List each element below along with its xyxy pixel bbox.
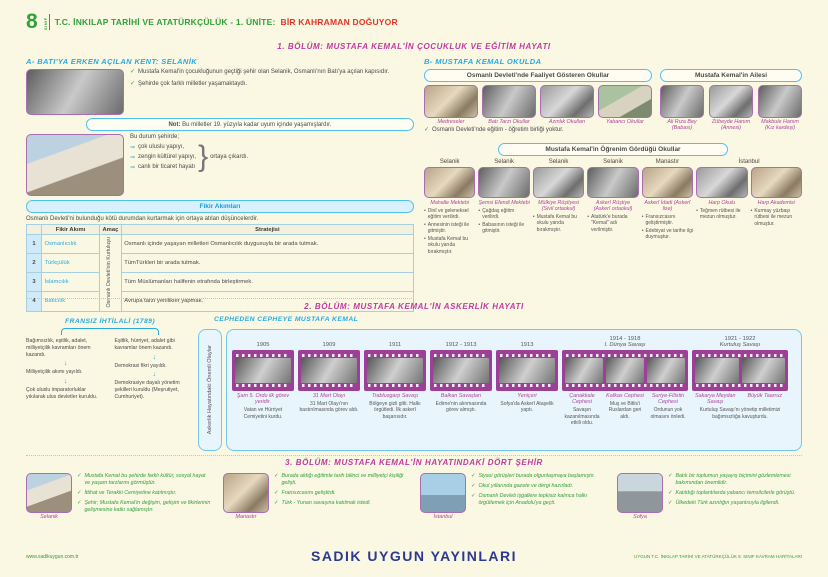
ogrenim-okullar-pill: Mustafa Kemal'in Öğrenim Gördüğü Okullar xyxy=(498,143,728,156)
col-akim: Fikir Akımı xyxy=(42,225,100,235)
bullet-icon: • xyxy=(424,208,426,215)
down-arrow-icon: ↓ xyxy=(152,353,156,361)
event-photo xyxy=(499,358,555,383)
faaliyet-note: Osmanlı Devleti'nde eğitim - öğretim birliği yoktur. xyxy=(432,127,564,134)
selanik-bullet-text: Mustafa Kemal'in çocukluğunun geçtiği şehir olan Selanik, Osmanlı'nın Batı'ya açılan kapısıdır. xyxy=(138,69,390,75)
flow-box: Demokrasiye dayalı yönetim şekilleri kuruldu (Meşrutiyet, Cumhuriyet). xyxy=(114,380,180,400)
check-icon: ✓ xyxy=(274,499,279,506)
header xyxy=(26,11,398,32)
bullet-icon: • xyxy=(532,214,535,221)
flow-box: Milliyetçilik akımı yayıldı. xyxy=(26,369,83,376)
event-photo xyxy=(565,358,603,383)
fikir-akimlari-pill: Fikir Akımları xyxy=(26,200,414,213)
event-photo xyxy=(367,358,423,383)
okul-caption: Yabancı Okullar xyxy=(606,119,644,125)
ali-riza-bey-photo xyxy=(660,85,704,118)
divider xyxy=(26,298,414,299)
fikir-intro: Osmanlı Devleti'ni bulunduğu kötü durumdan kurtarmak için ortaya atılan düşüncelerdir. xyxy=(26,216,259,222)
city-block-istanbul: İstanbul ✓ Siyasi görüşleri burada olgunlaşmaya başlamıştır. ✓ Okul yıllarında gazete ve dergi hazırladı. ✓ Osmanlı Devleti işgallere tepkisiz kalınca halkı örgütlemek için Anadolu'ya geçti. xyxy=(420,473,605,520)
selanik-heading: A- BATI'YA ERKEN AÇILAN KENT: SELANİK xyxy=(26,57,198,66)
bullet-icon: • xyxy=(587,214,590,221)
school-col: Mülkiye Rüştiyesi (Sivil ortaokul) • Mustafa Kemal bu okulu yarıda bırakmıştır. xyxy=(532,200,580,233)
film-strip xyxy=(232,350,294,391)
flow-box: Eşitlik, hürriyet, adalet gibi kavramlar önem kazandı. xyxy=(114,338,175,351)
family-caption: Zübeyde Hanım (Annesi) xyxy=(711,119,751,132)
timeline-panel xyxy=(226,329,802,451)
mulkiye-rustiyesi-photo xyxy=(533,167,584,198)
flow-box: Çok uluslu imparatorluklar yıkılarak ulus devletler kuruldu. xyxy=(26,387,98,400)
table-row: 3 İslamcılık Tüm Müslümanları halifenin etrafında birleştirmek. xyxy=(27,273,414,292)
faaliyet-okullar-pill: Osmanlı Devleti'nde Faaliyet Gösteren Okullar xyxy=(424,69,652,82)
result-item: çok uluslu yapıyı, xyxy=(138,143,185,150)
makbule-hanim-photo xyxy=(758,85,802,118)
timeline-event-kurtulus: 1921 - 1922 Kurtuluş Savaşı Sakarya Meydan Savaşı Büyük Taarruz Kurtuluş Savaşı'nı yönetip milletimizi bağımsızlığa kavuşturdu. xyxy=(692,335,788,420)
fransiz-ihtilali xyxy=(26,318,194,401)
azinlik-okulu-photo xyxy=(540,85,594,118)
event-photo xyxy=(301,358,357,383)
harp-okulu-photo xyxy=(696,167,747,198)
check-icon: ✓ xyxy=(424,127,430,134)
semsi-efendi-photo xyxy=(478,167,529,198)
strateji-cell: Tüm Müslümanları halifenin etrafında birleştirmek. xyxy=(121,273,413,292)
bullet-icon: • xyxy=(478,208,481,215)
col-amac: Amaç xyxy=(100,225,122,235)
fransiz-heading: FRANSIZ İHTİLALİ (1789) xyxy=(64,318,155,325)
medrese-photo xyxy=(424,85,478,118)
brace-glyph: } xyxy=(198,140,209,173)
publisher-logo: SADIK UYGUN YAYINLARI xyxy=(310,548,518,564)
arrow-icon: ⇒ xyxy=(130,154,136,161)
flow-box: Bağımsızlık, eşitlik, adalet, milliyetçilik kavramları önem kazandı. xyxy=(26,338,91,358)
city-block-sofya: Sofya ✓ Batılı bir toplumun yaşayış biçimini gözlemlemesi bakımından önemlidir. ✓ Katıldığı toplantılarda yabancı temsilcilerle görüştü. ✓ Ülkedeki Türk azınlığın yaşantısıyla ilgilendi. xyxy=(617,473,802,520)
city-block-selanik: Selanik ✓ Mustafa Kemal bu şehirde farklı kültür, sosyal hayat ve yaşam tarzlarını görmüştür. ✓ İttihat ve Terakki Cemiyetine katılmıştır. ✓ Şehir; Mustafa Kemal'in değişim, gelişim ve fikirlerinin gelişmesine katkı sağlamıştır. xyxy=(26,473,211,520)
school-col: Harp Okulu • Teğmen rütbesi ile mezun olmuştur. xyxy=(696,200,741,221)
result-item: canlı bir ticaret hayatı xyxy=(138,163,196,170)
bullet-icon: • xyxy=(641,214,644,221)
okul-caption: Batı Tarzı Okullar xyxy=(488,119,530,125)
check-icon: ✓ xyxy=(77,473,82,479)
okulda-heading: B- MUSTAFA KEMAL OKULDA xyxy=(424,57,542,66)
table-row: 1 Osmanlıcılık Osmanlı Devleti'nin Kurtuluşu Osmanlı içinde yaşayan milletleri Osmanlıcılık duygusuyla bir arada tutmak. xyxy=(27,235,414,254)
section-selanik xyxy=(26,57,414,312)
result-outcome: ortaya çıkardı. xyxy=(210,154,249,160)
manastir-photo xyxy=(223,473,269,513)
flow-box: Demokrasi fikri yayıldı. xyxy=(114,362,167,369)
divider xyxy=(26,455,802,456)
grade-badge: 8 xyxy=(26,10,38,33)
check-icon: ✓ xyxy=(274,489,279,496)
city-label: İstanbul xyxy=(738,159,760,165)
city-label: Manastır xyxy=(655,159,680,165)
harp-akademisi-photo xyxy=(751,167,802,198)
zubeyde-hanim-photo xyxy=(709,85,753,118)
event-photo xyxy=(606,358,644,383)
bati-tarzi-okul-photo xyxy=(482,85,536,118)
okul-caption: Medreseler xyxy=(437,119,465,125)
yabanci-okul-photo xyxy=(598,85,652,118)
film-strip xyxy=(430,350,492,391)
school-col: Askerî İdadi (Askerî lise) • Fransızcasını geliştirmiştir. • Edebiyat ve tarihe ilgi duymuştur. xyxy=(641,200,693,241)
film-strip xyxy=(298,350,360,391)
section3-title: 3. BÖLÜM: MUSTAFA KEMAL'İN HAYATINDAKİ DÖRT ŞEHİR xyxy=(285,458,543,467)
check-icon: ✓ xyxy=(77,499,82,506)
city-caption: İstanbul xyxy=(433,514,453,520)
branch-connector xyxy=(61,328,159,335)
amac-rotated-label: Osmanlı Devleti'nin Kurtuluşu xyxy=(106,236,113,308)
askeri-idadi-photo xyxy=(642,167,693,198)
check-icon: ✓ xyxy=(471,482,476,489)
table-row: 4 Batıcılık Avrupa tarzı yenilikler yapmak. xyxy=(27,292,414,311)
event-photo xyxy=(433,358,489,383)
check-icon: ✓ xyxy=(471,473,476,479)
section-okulda xyxy=(424,57,802,256)
unit-title: BİR KAHRAMAN DOĞUYOR xyxy=(280,16,398,27)
check-icon: ✓ xyxy=(668,499,673,506)
down-arrow-icon: ↓ xyxy=(64,378,68,385)
city-caption: Selanik xyxy=(40,514,58,520)
grade-sub-label: SINIF xyxy=(43,14,50,30)
aile-pill: Mustafa Kemal'in Ailesi xyxy=(660,69,802,82)
check-icon: ✓ xyxy=(274,473,279,479)
film-strip xyxy=(496,350,558,391)
school-col: Askerî Rüştiye (Askerî ortaokul) • Atatürk'e burada "Kemal" adı verilmiştir. xyxy=(587,200,633,233)
city-label: Selanik xyxy=(548,159,569,165)
check-icon: ✓ xyxy=(130,69,136,75)
selanik-bullet xyxy=(130,81,414,89)
city-block-manastir: Manastır ✓ Burada aldığı eğitimle tarih bilinci ve milliyetçi kişiliği gelişti. ✓ Fransızcasını geliştirdi. ✓ Türk - Yunan savaşına katılmak istedi. xyxy=(223,473,408,520)
film-strip xyxy=(364,350,426,391)
event-photo xyxy=(742,358,786,383)
strateji-cell: TümTürkleri bir arada tutmak. xyxy=(121,254,413,273)
city-caption: Manastır xyxy=(235,514,257,520)
result-intro: Bu durum şehirde; xyxy=(130,134,180,140)
timeline-area xyxy=(198,329,802,451)
strateji-cell: Avrupa tarzı yenilikler yapmak. xyxy=(121,292,413,311)
four-cities xyxy=(26,473,802,520)
selanik-bullet-text: Şehirde çok farklı milletler yaşamaktaydı. xyxy=(138,80,248,87)
city-label: Selanik xyxy=(494,159,514,165)
timeline-event-wwi: 1914 - 1918 I. Dünya Savaşı Çanakkale Cephesi Savaşın kazanılmasında etkili oldu. Kafkas Cephesi Muş ve Bitlis'i Ruslardan geri aldı. Suriye-Filistin Cephesi Ordunun yok olmasını önledi. xyxy=(562,335,688,426)
timeline-event: 1905 Şam 5. Ordu ilk görev yeridir. Vatan ve Hürriyet Cemiyetini kurdu. xyxy=(232,335,294,420)
school-col: Harp Akademisi • Kurmay yüzbaşı rütbesi ile mezun olmuştur. xyxy=(750,200,795,227)
event-photo xyxy=(235,358,291,383)
okul-caption: Azınlık Okulları xyxy=(548,119,586,125)
section1-title: 1. BÖLÜM: MUSTAFA KEMAL'İN ÇOCUKLUK VE EĞİTİM HAYATI xyxy=(277,42,551,51)
check-icon: ✓ xyxy=(668,473,673,479)
timeline-event: 1913 Yeniçeri Sofya'da Askerî Ataşelik yaptı. xyxy=(496,335,558,414)
askeri-rustiye-photo xyxy=(587,167,638,198)
footer-note: UYGUN T.C. İNKILAP TARİHİ VE ATATÜRKÇÜLÜK 8. SINIF KAVRAM HARİTALARI xyxy=(633,554,802,559)
selanik-photo xyxy=(26,473,72,513)
bullet-icon: • xyxy=(696,208,698,215)
school-col: Mahalle Mektebi • Dinî ve geleneksel eğitim verilirdi. • Annesinin isteği ile gitmiştir. • Mustafa Kemal bu okulu yarıda bırakmıştır. xyxy=(424,200,470,255)
section2-title: 2. BÖLÜM: MUSTAFA KEMAL'İN ASKERLİK HAYATI xyxy=(304,302,524,311)
selanik-city-photo xyxy=(26,69,124,115)
bullet-icon: • xyxy=(641,228,644,235)
school-col: Şemsi Efendi Mektebi • Çağdaş eğitim verilirdi. • Babasının isteği ile gitmiştir. xyxy=(478,200,530,235)
check-icon: ✓ xyxy=(471,492,476,499)
city-label: Selanik xyxy=(439,159,460,165)
selanik-bullet xyxy=(130,69,414,77)
timeline-side-label: Askerlik Hayatındaki Önemli Olaylar xyxy=(206,345,213,435)
check-icon: ✓ xyxy=(77,489,82,496)
footer-site-link[interactable]: www.sadikuygun.com.tr xyxy=(26,554,79,560)
ataturk-house-photo xyxy=(26,134,124,196)
strateji-cell: Osmanlı içinde yaşayan milletleri Osmanlıcılık duygusuyla bir arada tutmak. xyxy=(121,235,413,254)
check-icon: ✓ xyxy=(668,489,673,496)
bullet-icon: • xyxy=(424,222,426,229)
course-title: T.C. İNKILAP TARİHİ VE ATATÜRKÇÜLÜK - 1. ÜNİTE: xyxy=(54,16,276,27)
film-strip xyxy=(562,350,688,391)
family-caption: Ali Rıza Bey (Babası) xyxy=(667,119,697,132)
note-label: Not: xyxy=(168,121,181,128)
arrow-icon: ⇒ xyxy=(130,164,136,171)
city-label: Selanik xyxy=(603,159,623,165)
note-box xyxy=(86,118,414,131)
bullet-icon: • xyxy=(478,222,481,229)
event-photo xyxy=(647,358,685,383)
note-text: Bu milletler 19. yüzyıla kadar uyum içinde yaşamışlardır. xyxy=(182,121,332,128)
city-caption: Sofya xyxy=(633,514,647,520)
cephe-heading: CEPHEDEN CEPHEYE MUSTAFA KEMAL xyxy=(214,316,359,323)
timeline-event: 1909 31 Mart Olayı 31 Mart Olayı'nın bastırılmasında görev aldı. xyxy=(299,342,359,414)
down-arrow-icon: ↓ xyxy=(152,371,156,379)
result-item: zengin kültürel yapıyı, xyxy=(138,153,197,160)
film-strip xyxy=(692,350,788,391)
down-arrow-icon: ↓ xyxy=(64,360,68,368)
timeline-event: 1912 - 1913 Balkan Savaşları Edirne'nin alınmasında görev almıştı. xyxy=(430,335,492,414)
timeline-event: 1911 Trablusgarp Savaşı Bölgeye gizli gitti. Halkı örgütledi. İlk askerî başarısıdır. xyxy=(364,335,426,420)
timeline-side-label-box xyxy=(198,329,222,451)
family-caption: Makbule Hanım (Kız kardeşi) xyxy=(761,119,799,132)
check-icon: ✓ xyxy=(130,80,136,87)
bullet-icon: • xyxy=(750,208,753,215)
col-strateji: Stratejisi xyxy=(121,225,413,235)
istanbul-photo xyxy=(420,473,466,513)
table-row: 2 Türkçülük TümTürkleri bir arada tutmak. xyxy=(27,254,414,273)
sofya-photo xyxy=(617,473,663,513)
bullet-icon: • xyxy=(424,236,426,243)
arrow-icon: ⇒ xyxy=(130,144,136,151)
mahalle-mektebi-photo xyxy=(424,167,475,198)
event-photo xyxy=(695,358,739,383)
